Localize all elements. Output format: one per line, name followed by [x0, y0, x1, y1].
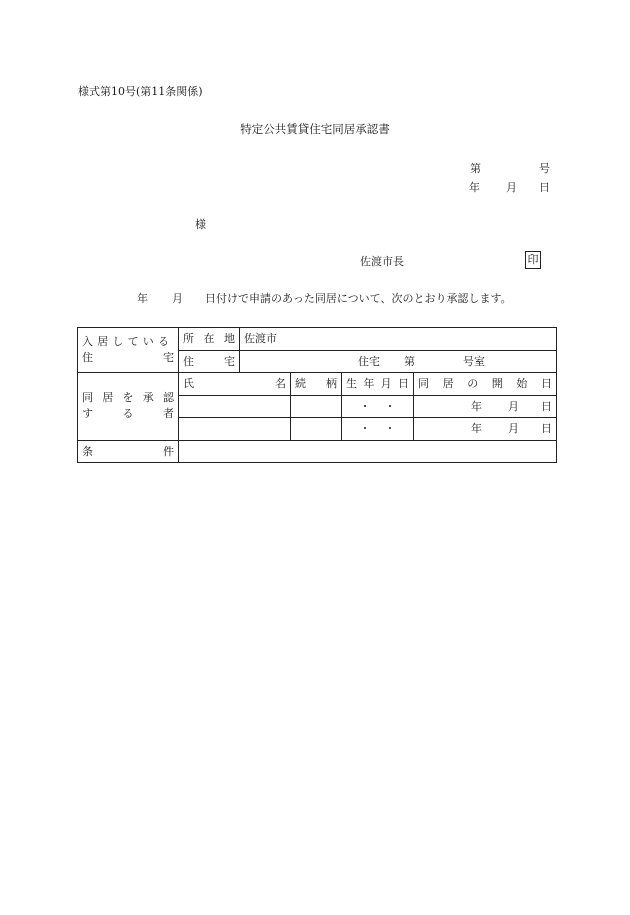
- location-label-cell: [179, 328, 240, 351]
- start-day: 日: [541, 399, 552, 413]
- residence-label-text: 入居している: [82, 334, 174, 348]
- form-number: 様式第10号(第11条関係): [78, 85, 203, 98]
- cohabitant-label-char: 認: [163, 390, 174, 404]
- housing-label-char: 宅: [224, 354, 235, 368]
- conditions-label-cell: [78, 440, 179, 463]
- cohabitant-birthdate-cell[interactable]: [342, 418, 414, 441]
- cohabitant-relation-cell[interactable]: [291, 395, 342, 418]
- col-header-birthdate: [342, 373, 414, 396]
- cohabitant-start-cell[interactable]: [414, 395, 557, 418]
- residence-label-line1: [82, 334, 174, 351]
- statement-year: 年: [137, 292, 148, 305]
- approval-statement: [137, 293, 512, 304]
- housing-label-char: 住: [183, 354, 194, 368]
- statement-rest: 日付けで申請のあった同居について、次のとおり承認します。: [205, 292, 512, 305]
- location-label-char: 在: [203, 332, 215, 346]
- col-start-char: 日: [540, 377, 552, 391]
- date-day: 日: [539, 181, 550, 194]
- col-start-char: 始: [516, 377, 528, 391]
- birthdate-dot: ・: [359, 399, 371, 413]
- housing-value-goshitsu: 号室: [463, 354, 485, 368]
- location-label-char: 地: [224, 332, 235, 346]
- cohabitant-relation-cell[interactable]: [291, 418, 342, 441]
- residence-label-line2: [82, 350, 174, 367]
- cohabitant-label-cell: [78, 373, 179, 441]
- start-month: 月: [508, 422, 519, 436]
- col-header-name: [179, 373, 291, 396]
- col-header-start-date: [414, 373, 557, 396]
- birthdate-dot: ・: [359, 422, 371, 436]
- table-row-cohabitant-header: [78, 373, 557, 396]
- col-start-char: 同: [418, 377, 429, 391]
- col-birthdate-char: 日: [397, 377, 409, 391]
- col-header-relation: [291, 373, 342, 396]
- cohabitant-label-char: る: [122, 407, 134, 421]
- col-name-char: 氏: [183, 377, 194, 391]
- residence-label-ju: 住: [82, 351, 93, 364]
- table-row-location: [78, 328, 557, 351]
- start-year: 年: [471, 399, 482, 413]
- addressee-suffix: 様: [195, 218, 206, 231]
- document-title: 特定公共賃貸住宅同居承認書: [240, 122, 390, 136]
- conditions-value-cell[interactable]: [179, 440, 557, 463]
- cohabitant-label-char: す: [82, 407, 93, 421]
- statement-month: 月: [172, 292, 183, 305]
- col-birthdate-char: 月: [380, 377, 392, 391]
- birthdate-dot: ・: [384, 422, 396, 436]
- start-month: 月: [508, 399, 519, 413]
- location-label-char: 所: [183, 332, 194, 346]
- cohabitant-label-char: 同: [82, 390, 93, 404]
- date-year: 年: [469, 181, 480, 194]
- conditions-label-char: 条: [82, 444, 93, 458]
- cohabitant-label-line2: [82, 406, 174, 423]
- cohabitant-label-char: 者: [163, 407, 174, 421]
- housing-value-dai: 第: [404, 354, 415, 368]
- number-go: 号: [539, 162, 550, 175]
- document-date-line: [469, 182, 550, 193]
- col-start-char: 開: [491, 377, 503, 391]
- start-day: 日: [541, 422, 552, 436]
- issuer-title: 佐渡市長: [360, 255, 404, 268]
- housing-label-cell: [179, 350, 240, 373]
- approval-table: [77, 327, 557, 463]
- location-value: 佐渡市: [244, 332, 277, 346]
- cohabitant-name-cell[interactable]: [179, 395, 291, 418]
- col-name-char: 名: [275, 377, 286, 391]
- document-number-line: [470, 163, 550, 174]
- cohabitant-label-line1: [82, 390, 174, 407]
- col-birthdate-char: 生: [346, 377, 357, 391]
- col-birthdate-char: 年: [363, 377, 375, 391]
- cohabitant-label-char: 承: [142, 390, 154, 404]
- residence-label-taku: 宅: [163, 351, 174, 364]
- col-relation-char: 続: [295, 377, 306, 391]
- number-dai: 第: [470, 162, 481, 175]
- table-row-conditions: [78, 440, 557, 463]
- conditions-label-char: 件: [163, 444, 174, 458]
- housing-value-jutaku: 住宅: [358, 354, 380, 368]
- cohabitant-label-char: を: [122, 390, 134, 404]
- col-relation-char: 柄: [326, 377, 337, 391]
- col-start-char: の: [467, 377, 479, 391]
- birthdate-dot: ・: [384, 399, 396, 413]
- cohabitant-label-char: 居: [102, 390, 114, 404]
- cohabitant-birthdate-cell[interactable]: [342, 395, 414, 418]
- cohabitant-start-cell[interactable]: [414, 418, 557, 441]
- date-month: 月: [506, 181, 517, 194]
- location-value-cell[interactable]: [240, 328, 557, 351]
- housing-value-cell[interactable]: [240, 350, 557, 373]
- seal-mark: 印: [525, 251, 541, 269]
- residence-label-cell: [78, 328, 179, 373]
- start-year: 年: [471, 422, 482, 436]
- cohabitant-name-cell[interactable]: [179, 418, 291, 441]
- col-start-char: 居: [442, 377, 454, 391]
